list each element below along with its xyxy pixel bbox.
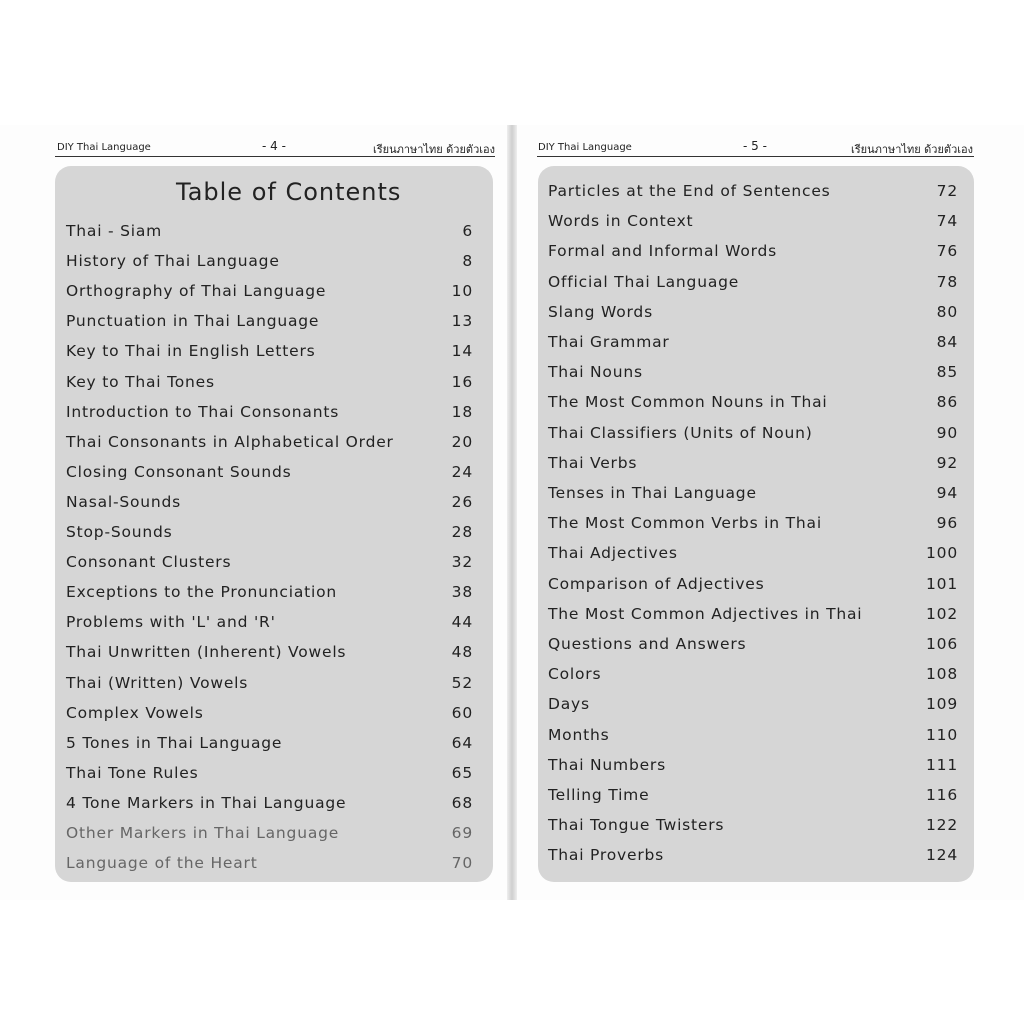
toc-entry xyxy=(66,433,473,457)
toc-entry xyxy=(66,222,473,246)
toc-entry-page: 64 xyxy=(451,733,473,752)
toc-entry-page: 122 xyxy=(926,816,958,835)
toc-entry-page: 26 xyxy=(451,492,473,511)
toc-entry-title: Comparison of Adjectives xyxy=(548,574,765,593)
toc-entry-page: 111 xyxy=(926,755,958,774)
toc-entry-page: 69 xyxy=(451,824,473,842)
toc-entry-title: Thai - Siam xyxy=(66,222,163,240)
toc-entry-page: 13 xyxy=(451,312,473,331)
toc-entry-title: Colors xyxy=(548,665,602,684)
toc-entry-title: Key to Thai in English Letters xyxy=(66,342,316,361)
toc-entry-page: 28 xyxy=(451,523,473,541)
toc-entry-title: Thai Classifiers (Units of Noun) xyxy=(548,423,813,442)
toc-entry-page: 110 xyxy=(926,725,958,744)
toc-entry-title: Thai Adjectives xyxy=(548,544,678,563)
toc-entry-page: 86 xyxy=(936,393,958,412)
toc-entry-page: 52 xyxy=(451,673,473,692)
toc-entry-page: 74 xyxy=(936,212,958,231)
book-spine xyxy=(507,125,517,900)
toc-entry-title: Questions and Answers xyxy=(548,635,747,653)
toc-entry-title: Thai Nouns xyxy=(548,363,643,382)
toc-entry-page: 96 xyxy=(936,514,958,533)
toc-entry-page: 101 xyxy=(926,574,958,593)
toc-entry-page: 94 xyxy=(936,484,958,502)
toc-entry-title: Stop-Sounds xyxy=(66,523,173,541)
left-page-header xyxy=(57,139,495,155)
toc-entry-title: Formal and Informal Words xyxy=(548,242,778,261)
toc-entry-title: Thai Tone Rules xyxy=(66,763,199,782)
toc-title: Table of Contents xyxy=(176,178,402,206)
toc-entry-page: 48 xyxy=(451,643,473,662)
toc-entry xyxy=(66,643,473,667)
toc-entry-page: 32 xyxy=(451,553,473,572)
toc-entry-title: Nasal-Sounds xyxy=(66,492,182,511)
toc-entry-page: 109 xyxy=(926,695,958,714)
toc-entry xyxy=(548,514,958,538)
toc-entry xyxy=(66,613,473,637)
toc-entry-page: 106 xyxy=(926,635,958,653)
toc-entry xyxy=(548,756,958,780)
page-number: - 5 - xyxy=(743,139,767,153)
toc-entry-title: Closing Consonant Sounds xyxy=(66,462,292,481)
toc-entry-title: Complex Vowels xyxy=(66,703,204,722)
toc-entry xyxy=(548,484,958,508)
toc-entry xyxy=(66,312,473,336)
right-page-header xyxy=(538,139,973,155)
toc-entry xyxy=(66,463,473,487)
toc-entry-title: History of Thai Language xyxy=(66,252,280,271)
header-rule xyxy=(55,156,495,157)
toc-entry-page: 72 xyxy=(936,182,958,200)
toc-entry-page: 80 xyxy=(936,302,958,321)
toc-entry-page: 16 xyxy=(451,372,473,391)
toc-entry-title: Tenses in Thai Language xyxy=(548,484,757,502)
toc-entry xyxy=(548,212,958,236)
toc-entry-title: Exceptions to the Pronunciation xyxy=(66,583,338,602)
toc-entry xyxy=(548,424,958,448)
toc-entry-page: 24 xyxy=(451,462,473,481)
toc-entry xyxy=(548,786,958,810)
toc-entry xyxy=(548,363,958,387)
toc-entry xyxy=(66,523,473,547)
toc-entry xyxy=(548,273,958,297)
toc-entry-title: Thai Consonants in Alphabetical Order xyxy=(66,432,394,451)
toc-entry xyxy=(548,242,958,266)
toc-entry-page: 90 xyxy=(936,423,958,442)
toc-entry-title: Official Thai Language xyxy=(548,272,740,291)
toc-entry-page: 85 xyxy=(936,363,958,382)
header-rule xyxy=(537,156,974,157)
toc-entry-title: The Most Common Nouns in Thai xyxy=(548,393,828,412)
toc-entry-title: Thai Proverbs xyxy=(548,846,665,865)
toc-entry xyxy=(548,635,958,659)
toc-entry xyxy=(548,846,958,870)
toc-entry-title: The Most Common Adjectives in Thai xyxy=(548,604,863,623)
toc-entry-page: 78 xyxy=(936,272,958,291)
toc-entry xyxy=(66,373,473,397)
toc-entry-page: 18 xyxy=(451,402,473,421)
page-number: - 4 - xyxy=(262,139,286,153)
toc-entry-page: 76 xyxy=(936,242,958,261)
toc-entry xyxy=(548,393,958,417)
toc-entry-page: 38 xyxy=(451,583,473,602)
toc-entry xyxy=(66,674,473,698)
toc-entry-page: 116 xyxy=(926,786,958,804)
toc-entry-title: Introduction to Thai Consonants xyxy=(66,402,340,421)
toc-entry-title: Thai Unwritten (Inherent) Vowels xyxy=(66,643,347,662)
thai-book-title: เรียนภาษาไทย ด้วยตัวเอง xyxy=(372,143,495,156)
toc-entry-title: Key to Thai Tones xyxy=(66,372,215,391)
toc-entry xyxy=(548,816,958,840)
toc-entry xyxy=(548,695,958,719)
toc-entry-title: Words in Context xyxy=(548,212,694,231)
toc-entry xyxy=(66,553,473,577)
toc-entry xyxy=(548,665,958,689)
toc-entry xyxy=(66,342,473,366)
toc-entry-page: 68 xyxy=(451,793,473,812)
toc-entry xyxy=(548,454,958,478)
toc-entry xyxy=(66,403,473,427)
toc-entry-page: 10 xyxy=(451,282,473,301)
toc-entry-page: 124 xyxy=(926,846,958,865)
toc-entry xyxy=(66,282,473,306)
book-title: DIY Thai Language xyxy=(57,142,151,153)
toc-entry-page: 108 xyxy=(926,665,958,684)
toc-entry-page: 44 xyxy=(451,613,473,632)
toc-entry-title: 5 Tones in Thai Language xyxy=(66,733,283,752)
toc-entry-page: 92 xyxy=(936,453,958,472)
toc-entry-title: Thai Tongue Twisters xyxy=(548,816,725,835)
toc-entry-title: The Most Common Verbs in Thai xyxy=(548,514,822,533)
toc-entry-page: 65 xyxy=(451,763,473,782)
toc-entry-title: Other Markers in Thai Language xyxy=(66,824,340,842)
toc-entry xyxy=(548,605,958,629)
toc-entry-title: Slang Words xyxy=(548,302,653,321)
toc-entry-title: 4 Tone Markers in Thai Language xyxy=(66,793,347,812)
toc-entry-title: Thai (Written) Vowels xyxy=(66,673,249,692)
toc-entry xyxy=(66,704,473,728)
toc-entry-page: 20 xyxy=(451,432,473,451)
toc-entry xyxy=(548,575,958,599)
toc-entry-page: 60 xyxy=(451,703,473,722)
toc-entry xyxy=(548,303,958,327)
toc-entry-title: Thai Verbs xyxy=(548,453,638,472)
toc-entry xyxy=(66,493,473,517)
toc-entry-page: 8 xyxy=(462,252,473,271)
toc-entry-title: Thai Numbers xyxy=(548,755,666,774)
thai-book-title: เรียนภาษาไทย ด้วยตัวเอง xyxy=(850,143,973,156)
toc-entry-title: Particles at the End of Sentences xyxy=(548,182,831,200)
toc-entry-page: 70 xyxy=(451,854,473,873)
book-title: DIY Thai Language xyxy=(538,142,632,153)
toc-entry xyxy=(66,734,473,758)
toc-entry-page: 100 xyxy=(926,544,958,563)
toc-entry-title: Telling Time xyxy=(548,786,650,804)
toc-entry-title: Punctuation in Thai Language xyxy=(66,312,320,331)
toc-entry-title: Consonant Clusters xyxy=(66,553,232,572)
toc-entry-title: Problems with 'L' and 'R' xyxy=(66,613,276,632)
toc-entry-title: Months xyxy=(548,725,610,744)
toc-entry-page: 84 xyxy=(936,333,958,351)
toc-entry-page: 102 xyxy=(926,604,958,623)
toc-entry xyxy=(548,333,958,357)
toc-entry xyxy=(66,252,473,276)
toc-entry xyxy=(66,794,473,818)
toc-entry-title: Days xyxy=(548,695,590,714)
toc-entry xyxy=(548,182,958,206)
toc-entry xyxy=(548,544,958,568)
toc-entry xyxy=(66,854,473,878)
toc-entry xyxy=(66,764,473,788)
toc-entry xyxy=(66,583,473,607)
toc-entry-title: Language of the Heart xyxy=(66,854,258,873)
toc-entry xyxy=(66,824,473,848)
toc-entry-page: 14 xyxy=(451,342,473,361)
toc-entry xyxy=(548,726,958,750)
toc-entry-title: Thai Grammar xyxy=(548,333,670,351)
toc-entry-title: Orthography of Thai Language xyxy=(66,282,327,301)
toc-entry-page: 6 xyxy=(462,222,473,240)
